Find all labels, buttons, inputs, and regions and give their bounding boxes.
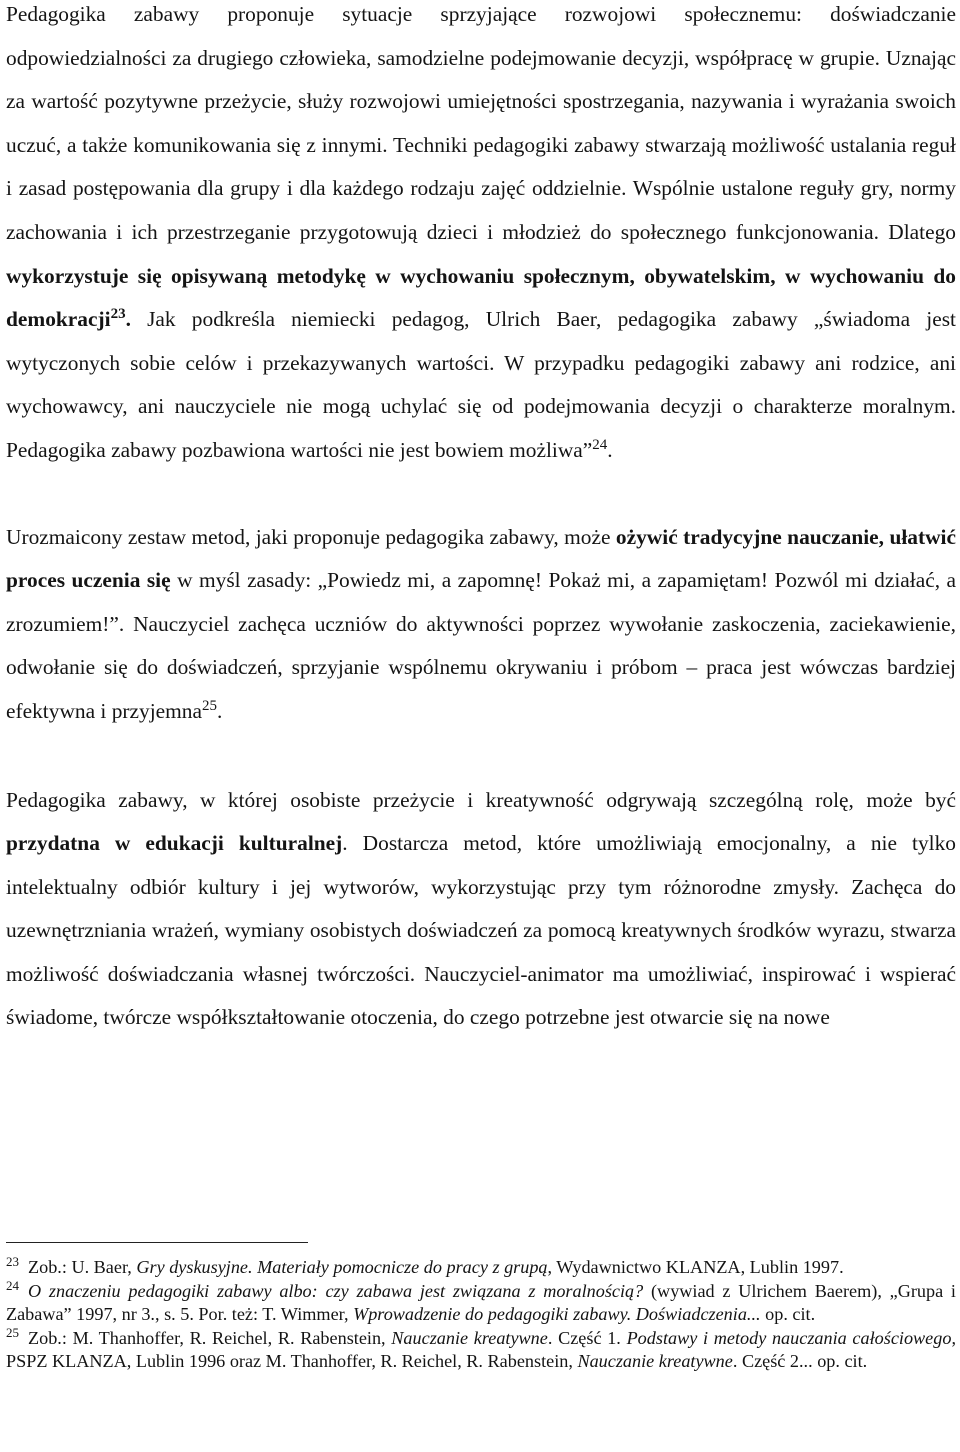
paragraph-text: Pedagogika zabawy proponuje sytuacje sprzyjające rozwojowi społecznemu: doświadczanie odpowiedzialności za drugiego człowieka, samodzielne podejmowanie decyzji, współpracę w grupie. Uznając za wartość pozytywne przeżycie, służy rozwojowi umiejętności spostrzegania, nazywania i wyrażania swoich uczuć, a także komunikowania się z innymi. Techniki pedagogiki zabawy stwarzają możliwość ustalania reguł i zasad postępowania dla grupy i dla każdego rodzaju zajęć oddzielnie. Wspólnie ustalone reguły gry, normy zachowania i ich przestrzeganie przygotowują dzieci i młodzież do społecznego funkcjonowania. Dlatego (6, 2, 956, 244)
footnotes (6, 1256, 956, 1374)
footnote-text: . Część 2... op. cit. (732, 1351, 868, 1372)
paragraph-text: Urozmaicony zestaw metod, jaki proponuje pedagogika zabawy, może (6, 524, 616, 549)
bold-emphasis: przydatna w edukacji kulturalnej (6, 831, 343, 856)
footnote-text: Zob.: M. Thanhoffer, R. Reichel, R. Rabenstein, (28, 1327, 392, 1348)
footnote-number: 24 (6, 1277, 19, 1293)
footnote-ref-24[interactable]: 24 (592, 436, 608, 453)
paragraph-text: w myśl zasady: „Powiedz mi, a zapomnę! Pokaż mi, a zapamiętam! Pozwól mi działać, a zrozumiem!”. Nauczyciel zachęca uczniów do aktywności poprzez wywołanie zaskoczenia, zaciekawienie, odwołanie się do doświadczeń, sprzyjanie wspólnemu okrywaniu i próbom – praca jest wówczas bardziej efektywna i przyjemna (6, 568, 956, 723)
bold-text: wykorzystuje się opisywaną metodykę w wychowaniu społecznym, obywatelskim, w wychowaniu do demokracji (6, 263, 956, 332)
paragraph-text: . (217, 698, 223, 723)
footnote-title: Podstawy i metody nauczania całościowego (626, 1327, 952, 1348)
footnote-text: . Część 1. (547, 1327, 627, 1348)
footnote-number: 23 (6, 1254, 19, 1269)
footnote-23 (6, 1256, 956, 1280)
footnote-title: Nauczanie kreatywne (391, 1327, 548, 1348)
footnote-text: Zob.: U. Baer, (28, 1257, 137, 1277)
paragraph-text: . Dostarcza metod, które umożliwiają emocjonalny, a nie tylko intelektualny odbiór kultury i jej wytworów, wykorzystując przy tym różnorodne zmysły. Zachęca do uzewnętrzniania wrażeń, wymiany osobistych doświadczeń za pomocą kreatywnych środków wyrazu, stwarza możliwość doświadczania własnej twórczości. Nauczyciel-animator ma umożliwiać, inspirować i wspierać świadome, twórcze współkształtowanie otoczenia, do czego potrzebne jest otwarcie się na nowe (6, 831, 956, 1030)
bold-text: . (125, 307, 131, 332)
footnote-text: op. cit. (760, 1304, 816, 1325)
footnote-separator (6, 1242, 308, 1243)
footnote-text: , PSPZ KLANZA, Lublin 1996 oraz M. Thanhoffer, R. Reichel, R. Rabenstein, (6, 1327, 956, 1372)
paragraph-cultural-education (6, 779, 956, 1041)
footnote-24 (6, 1277, 956, 1327)
bold-emphasis: ożywić tradycyjne nauczanie, ułatwić proces uczenia się (6, 524, 956, 593)
paragraph-play-pedagogy-social (6, 0, 956, 473)
paragraph-text: Pedagogika zabawy, w której osobiste przeżycie i kreatywność odgrywają szczególną rolę, może być (6, 787, 956, 812)
document-body (6, 0, 956, 1040)
footnote-number: 25 (6, 1324, 19, 1340)
paragraph-text: Jak podkreśla niemiecki pedagog, Ulrich Baer, pedagogika zabawy „świadoma jest wytyczonych sobie celów i przekazywanych wartości. W przypadku pedagogiki zabawy ani rodzice, ani wychowawcy, ani nauczyciele nie mogą uchylać się od podejmowania decyzji o charakterze moralnym. Pedagogika zabawy pozbawiona wartości nie jest bowiem możliwa” (6, 307, 956, 462)
footnote-text: , Wydawnictwo KLANZA, Lublin 1997. (547, 1257, 844, 1277)
footnote-ref-23[interactable]: 23 (110, 306, 126, 323)
paragraph-methods (6, 516, 956, 734)
footnote-title: Gry dyskusyjne. Materiały pomocnicze do pracy z grupą (136, 1257, 548, 1277)
footnote-text: (wywiad z Ulrichem Baerem), „Grupa i Zabawa” 1997, nr 3., s. 5. Por. też: T. Wimmer, (6, 1280, 956, 1325)
footnote-title: O znaczeniu pedagogiki zabawy albo: czy zabawa jest związana z moralnością? (28, 1280, 644, 1301)
footnote-title: Wprowadzenie do pedagogiki zabawy. Doświadczenia... (353, 1304, 761, 1325)
footnote-ref-25[interactable]: 25 (202, 697, 217, 714)
footnote-title: Nauczanie kreatywne (577, 1351, 733, 1372)
paragraph-text: . (607, 437, 613, 462)
footnote-25 (6, 1324, 956, 1374)
